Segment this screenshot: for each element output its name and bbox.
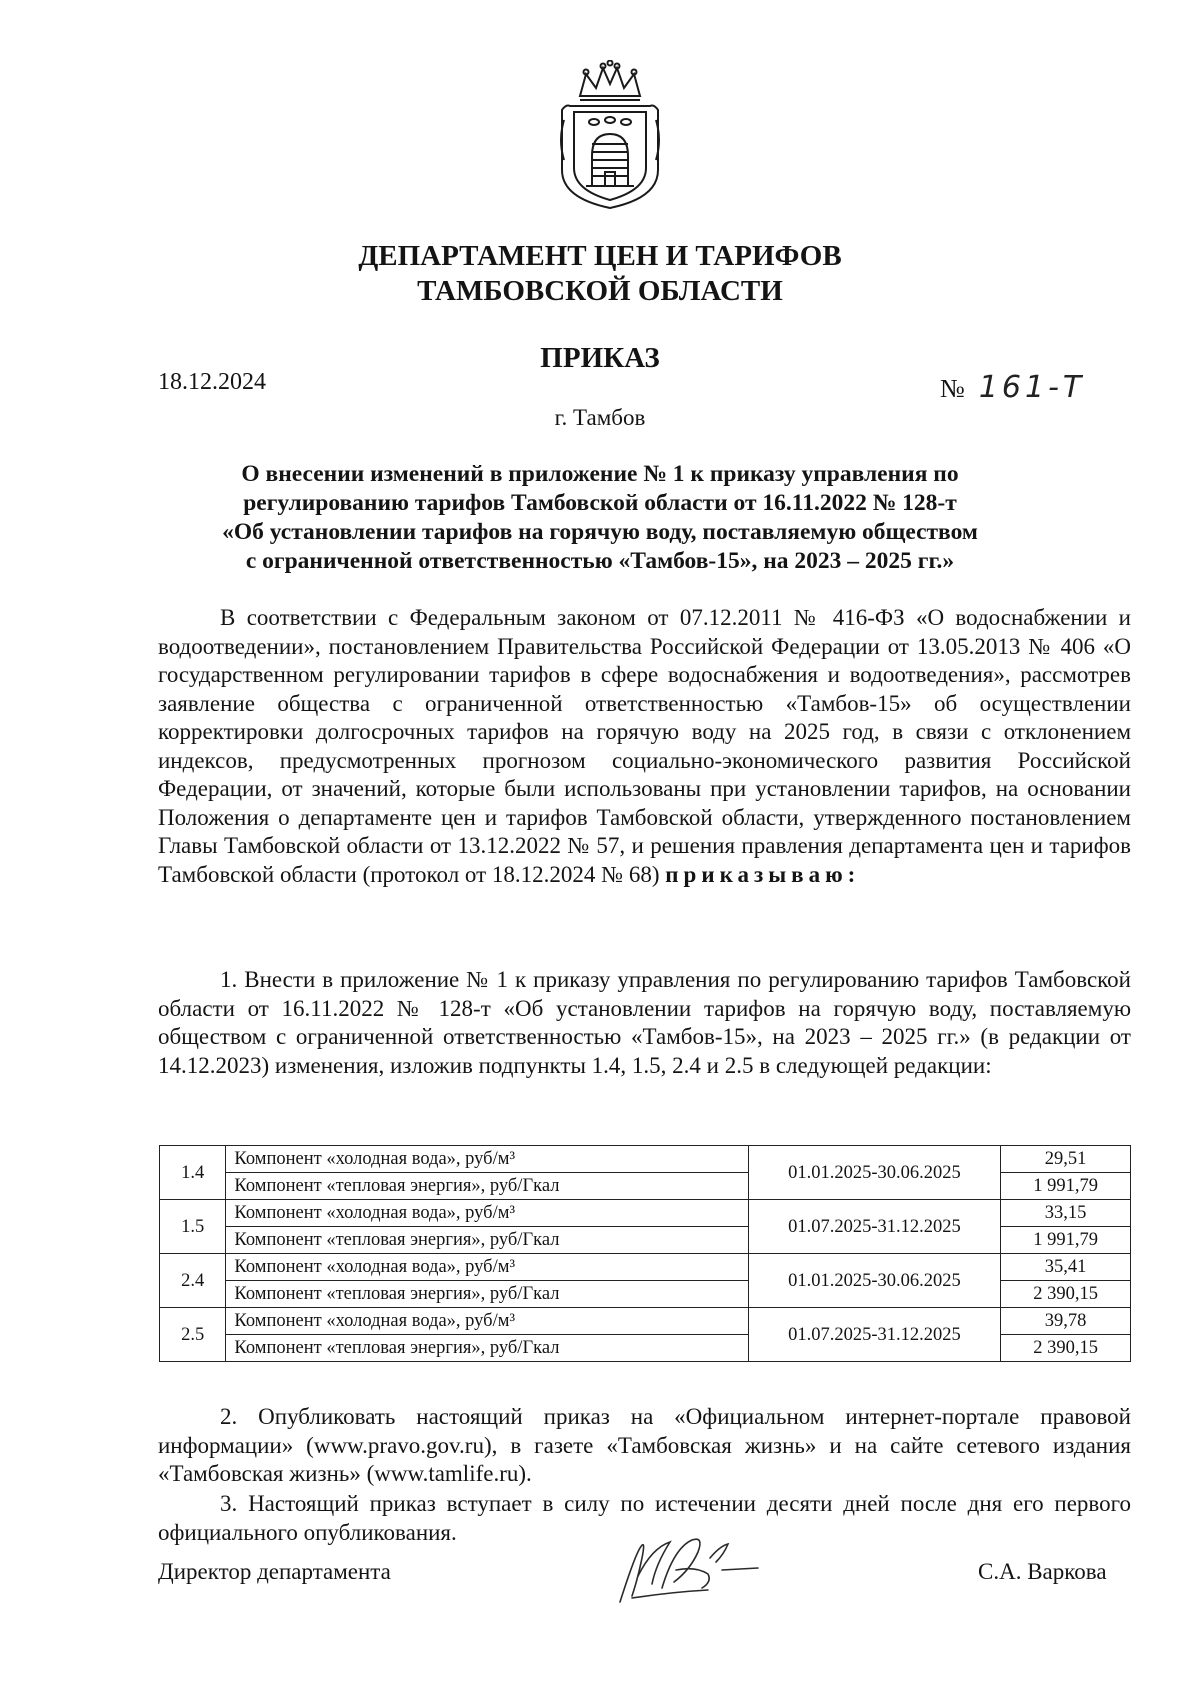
component-name: Компонент «холодная вода», руб/м³ — [226, 1308, 748, 1335]
tariff-value: 2 390,15 — [1001, 1281, 1131, 1308]
component-name: Компонент «тепловая энергия», руб/Гкал — [226, 1173, 748, 1200]
table-row — [160, 1254, 1131, 1281]
component-name: Компонент «холодная вода», руб/м³ — [226, 1254, 748, 1281]
component-name: Компонент «холодная вода», руб/м³ — [226, 1146, 748, 1173]
component-name: Компонент «тепловая энергия», руб/Гкал — [226, 1335, 748, 1362]
order-word: приказываю: — [665, 861, 861, 887]
preamble-paragraph — [158, 604, 1131, 889]
document-date: 18.12.2024 — [158, 369, 266, 395]
subitem-number: 2.5 — [160, 1308, 226, 1362]
document-city: г. Тамбов — [554, 405, 646, 430]
number-handwritten: 161-Т — [978, 370, 1086, 405]
tariff-value: 33,15 — [1001, 1200, 1131, 1227]
table-row — [160, 1146, 1131, 1173]
title-line: О внесении изменений в приложение № 1 к приказу управления по — [241, 461, 959, 487]
document-type: ПРИКАЗ — [540, 342, 660, 374]
organization-name-line1: ДЕПАРТАМЕНТ ЦЕН И ТАРИФОВ — [358, 240, 842, 272]
item-3-text: 3. Настоящий приказ вступает в силу по истечении десяти дней после дня его первого официального опубликования. — [158, 1491, 1131, 1545]
tariff-period: 01.07.2025-31.12.2025 — [748, 1308, 1000, 1362]
tariff-value: 39,78 — [1001, 1308, 1131, 1335]
signer-position: Директор департамента — [158, 1559, 391, 1584]
tariff-value: 1 991,79 — [1001, 1173, 1131, 1200]
title-line: регулированию тарифов Тамбовской области от 16.11.2022 № 128-т — [243, 490, 957, 516]
document-number — [940, 370, 1085, 405]
tariff-value: 29,51 — [1001, 1146, 1131, 1173]
tariff-period: 01.01.2025-30.06.2025 — [748, 1146, 1000, 1200]
subitem-number: 1.5 — [160, 1200, 226, 1254]
preamble-text: В соответствии с Федеральным законом от 07.12.2011 № 416-ФЗ «О водоснабжении и водоотведении», постановлением Правительства Российской Федерации от 13.05.2013 № 406 «О государственном регулировании тарифов в сфере водоснабжения и водоотведения», рассмотрев заявление общества с ограниченной ответственностью «Тамбов-15» об осуществлении корректировки долгосрочных тарифов на горячую воду на 2025 год, в связи с отклонением индексов, предусмотренных прогнозом социально-экономического развития Российской Федерации, от значений, которые были использованы при установлении тарифов, на основании Положения о департаменте цен и тарифов Тамбовской области, утвержденного постановлением Главы Тамбовской области от 13.12.2022 № 57, и решения правления департамента цен и тарифов Тамбовской области (протокол от 18.12.2024 № 68) — [158, 605, 1131, 887]
signature-icon — [612, 1518, 772, 1614]
signer-name: С.А. Варкова — [978, 1559, 1107, 1584]
subitem-number: 1.4 — [160, 1146, 226, 1200]
item-2-text: 2. Опубликовать настоящий приказ на «Официальном интернет-портале правовой информации» (www.pravo.gov.ru), в газете «Тамбовская жизнь» и на сайте сетевого издания «Тамбовская жизнь» (www.tamlife.ru). — [158, 1404, 1131, 1486]
document-title — [200, 460, 1000, 576]
item-2-paragraph — [158, 1403, 1131, 1489]
table-row — [160, 1308, 1131, 1335]
item-1-text: 1. Внести в приложение № 1 к приказу управления по регулированию тарифов Тамбовской области от 16.11.2022 № 128-т «Об установлении тарифов на горячую воду, поставляемую обществом с ограниченной ответственностью «Тамбов-15», на 2023 – 2025 гг.» (в редакции от 14.12.2023) изменения, изложив подпункты 1.4, 1.5, 2.4 и 2.5 в следующей редакции: — [158, 967, 1131, 1078]
component-name: Компонент «холодная вода», руб/м³ — [226, 1200, 748, 1227]
component-name: Компонент «тепловая энергия», руб/Гкал — [226, 1281, 748, 1308]
tariffs-table — [159, 1145, 1131, 1362]
title-line: «Об установлении тарифов на горячую воду, поставляемую обществом — [222, 519, 978, 545]
table-row — [160, 1200, 1131, 1227]
item-1-paragraph — [158, 966, 1131, 1080]
title-line: с ограниченной ответственностью «Тамбов-15», на 2023 – 2025 гг.» — [245, 548, 955, 574]
tariff-period: 01.01.2025-30.06.2025 — [748, 1254, 1000, 1308]
coat-of-arms-icon — [556, 60, 664, 210]
tariff-value: 2 390,15 — [1001, 1335, 1131, 1362]
number-prefix: № — [940, 374, 965, 403]
tariff-value: 35,41 — [1001, 1254, 1131, 1281]
component-name: Компонент «тепловая энергия», руб/Гкал — [226, 1227, 748, 1254]
tariff-period: 01.07.2025-31.12.2025 — [748, 1200, 1000, 1254]
subitem-number: 2.4 — [160, 1254, 226, 1308]
organization-name-line2: ТАМБОВСКОЙ ОБЛАСТИ — [417, 275, 783, 307]
tariff-value: 1 991,79 — [1001, 1227, 1131, 1254]
